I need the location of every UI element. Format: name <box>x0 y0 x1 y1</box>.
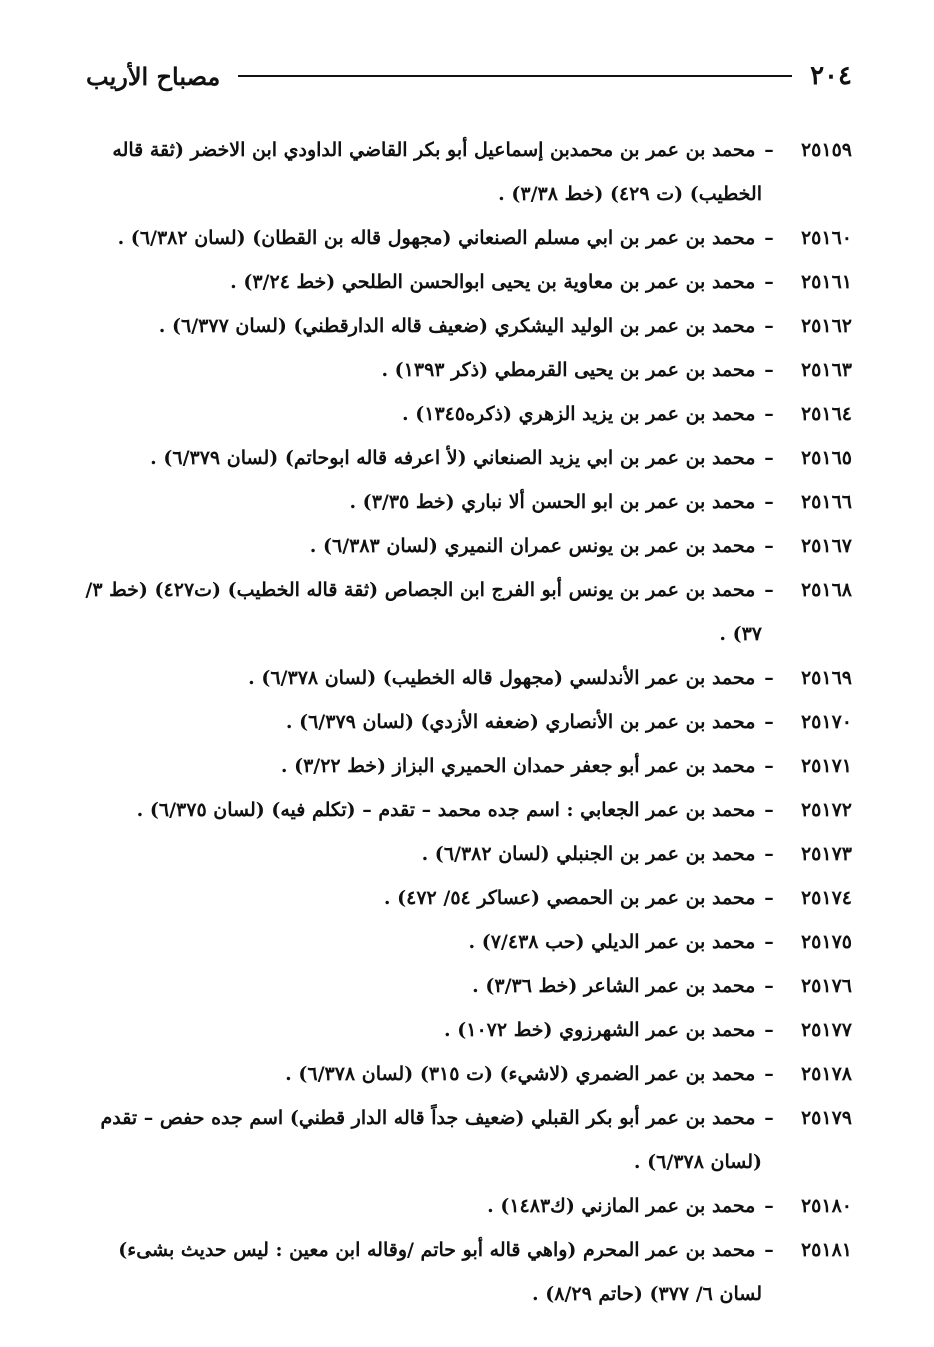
entry-dash: – <box>764 535 774 557</box>
entry-number: ٢٥١٥٩ <box>800 139 852 161</box>
entry-dash: – <box>764 887 774 909</box>
entry-25161 <box>78 260 852 304</box>
entry-25165 <box>78 436 852 480</box>
entry-number: ٢٥١٧٢ <box>800 799 852 821</box>
entry-dash: – <box>764 1063 774 1085</box>
entry-dash: – <box>764 931 774 953</box>
entry-number: ٢٥١٧٩ <box>800 1107 852 1129</box>
entry-number: ٢٥١٦١ <box>800 271 852 293</box>
entry-25178 <box>78 1052 852 1096</box>
entry-number: ٢٥١٧٠ <box>800 711 852 733</box>
entry-25179 <box>78 1096 852 1184</box>
entry-25160 <box>78 216 852 260</box>
entry-dash: – <box>764 447 774 469</box>
entry-25169 <box>78 656 852 700</box>
entry-25181 <box>78 1228 852 1316</box>
entry-text: محمد بن عمر بن يحيى القرمطي (ذكر ١٣٩٣) . <box>381 359 756 381</box>
header-rule <box>238 75 792 77</box>
entry-number: ٢٥١٦٤ <box>800 403 852 425</box>
entry-number: ٢٥١٦٧ <box>800 535 852 557</box>
entry-dash: – <box>764 1239 774 1261</box>
entry-25166 <box>78 480 852 524</box>
entry-25162 <box>78 304 852 348</box>
entry-text: محمد بن عمر بن ابي مسلم الصنعاني (مجهول قاله بن القطان) (لسان ٦/٣٨٢) . <box>117 227 756 249</box>
entry-dash: – <box>764 975 774 997</box>
entry-dash: – <box>764 139 774 161</box>
entry-text: محمد بن عمر بن الجنبلي (لسان ٦/٣٨٢) . <box>421 843 756 865</box>
page-number: ٢٠٤ <box>810 61 852 91</box>
entry-dash: – <box>764 315 774 337</box>
entry-dash: – <box>764 403 774 425</box>
entry-text: محمد بن عمر الضمري (لاشيء) (ت ٣١٥) (لسان ٦/٣٧٨) . <box>285 1063 756 1085</box>
entry-25174 <box>78 876 852 920</box>
entry-text: محمد بن عمر بن يونس أبو الفرج ابن الجصاص (ثقة قاله الخطيب) (ت٤٢٧) (خط ٣/ ٣٧) . <box>85 579 762 645</box>
entry-text: محمد بن عمر بن يزيد الزهري (ذكره١٣٤٥) . <box>402 403 756 425</box>
entry-dash: – <box>764 799 774 821</box>
entry-25171 <box>78 744 852 788</box>
entry-25180 <box>78 1184 852 1228</box>
entry-number: ٢٥١٦٦ <box>800 491 852 513</box>
book-title: مصباح الأريب <box>86 61 221 91</box>
entry-25177 <box>78 1008 852 1052</box>
entry-dash: – <box>764 667 774 689</box>
entry-number: ٢٥١٦٠ <box>800 227 852 249</box>
entry-number: ٢٥١٦٣ <box>800 359 852 381</box>
entry-dash: – <box>764 1107 774 1129</box>
entry-number: ٢٥١٧٨ <box>800 1063 852 1085</box>
entry-text: محمد بن عمر الجعابي : اسم جده محمد – تقدم – (تكلم فيه) (لسان ٦/٣٧٥) . <box>136 799 756 821</box>
entry-dash: – <box>764 1019 774 1041</box>
entry-number: ٢٥١٧٣ <box>800 843 852 865</box>
entry-text: محمد بن عمر بن يونس عمران النميري (لسان ٦/٣٨٣) . <box>309 535 756 557</box>
entry-number: ٢٥١٦٩ <box>800 667 852 689</box>
entry-text: محمد بن عمر بن الأنصاري (ضعفه الأزدي) (لسان ٦/٣٧٩) . <box>285 711 756 733</box>
entry-25159 <box>78 128 852 216</box>
entry-25172 <box>78 788 852 832</box>
entry-25167 <box>78 524 852 568</box>
entry-dash: – <box>764 1195 774 1217</box>
entry-25173 <box>78 832 852 876</box>
entry-text: محمد بن عمر المازني (ك١٤٨٣) . <box>487 1195 756 1217</box>
entry-text: محمد بن عمر بن ابو الحسن ألا نباري (خط ٣/٣٥) . <box>349 491 756 513</box>
entry-25168 <box>78 568 852 656</box>
entry-25175 <box>78 920 852 964</box>
entry-text: محمد بن عمر بن الوليد اليشكري (ضعيف قاله الدارقطني) (لسان ٦/٣٧٧) . <box>158 315 756 337</box>
entry-dash: – <box>764 271 774 293</box>
entry-dash: – <box>764 227 774 249</box>
entry-number: ٢٥١٧٦ <box>800 975 852 997</box>
entry-25163 <box>78 348 852 392</box>
entry-dash: – <box>764 359 774 381</box>
entry-dash: – <box>764 711 774 733</box>
entry-text: محمد بن عمر بن محمدبن إسماعيل أبو بكر القاضي الداودي ابن الاخضر (ثقة قاله الخطيب) (ت ٤٢٩) (خط ٣/٣٨) . <box>112 139 762 205</box>
entry-text: محمد بن عمر بن ابي يزيد الصنعاني (لأ اعرفه قاله ابوحاتم) (لسان ٦/٣٧٩) . <box>150 447 756 469</box>
entry-number: ٢٥١٨١ <box>800 1239 852 1261</box>
entry-number: ٢٥١٧٤ <box>800 887 852 909</box>
entry-25164 <box>78 392 852 436</box>
page-header <box>86 56 852 96</box>
entry-text: محمد بن عمر الشهرزوي (خط ١٠٧٢) . <box>444 1019 756 1041</box>
entry-number: ٢٥١٦٢ <box>800 315 852 337</box>
entry-number: ٢٥١٧٧ <box>800 1019 852 1041</box>
entry-number: ٢٥١٦٨ <box>800 579 852 601</box>
entry-dash: – <box>764 843 774 865</box>
entries-list <box>78 128 852 1316</box>
entry-25170 <box>78 700 852 744</box>
entry-text: محمد بن عمر بن معاوية بن يحيى ابوالحسن الطلحي (خط ٣/٢٤) . <box>230 271 756 293</box>
entry-text: محمد بن عمر بن الحمصي (عساكر ٥٤/ ٤٧٢) . <box>383 887 756 909</box>
entry-number: ٢٥١٧٥ <box>800 931 852 953</box>
entry-text: محمد بن عمر أبو جعفر حمدان الحميري البزاز (خط ٣/٢٢) . <box>280 755 756 777</box>
entry-text: محمد بن عمر المحرم (واهي قاله أبو حاتم /وقاله ابن معين : ليس حديث بشىء) لسان ٦/ ٣٧٧) (حاتم ٨/٢٩) . <box>118 1239 762 1305</box>
entry-number: ٢٥١٦٥ <box>800 447 852 469</box>
entry-text: محمد بن عمر الديلي (حب ٧/٤٣٨) . <box>468 931 756 953</box>
entry-dash: – <box>764 491 774 513</box>
entry-text: محمد بن عمر أبو بكر القبلي (ضعيف جداً قاله الدار قطني) اسم جده حفص – تقدم (لسان ٦/٣٧٨) . <box>100 1107 762 1173</box>
entry-number: ٢٥١٧١ <box>800 755 852 777</box>
entry-number: ٢٥١٨٠ <box>800 1195 852 1217</box>
entry-text: محمد بن عمر الشاعر (خط ٣/٣٦) . <box>472 975 756 997</box>
entry-text: محمد بن عمر الأندلسي (مجهول قاله الخطيب) (لسان ٦/٣٧٨) . <box>248 667 756 689</box>
entry-dash: – <box>764 755 774 777</box>
entry-dash: – <box>764 579 774 601</box>
entry-25176 <box>78 964 852 1008</box>
